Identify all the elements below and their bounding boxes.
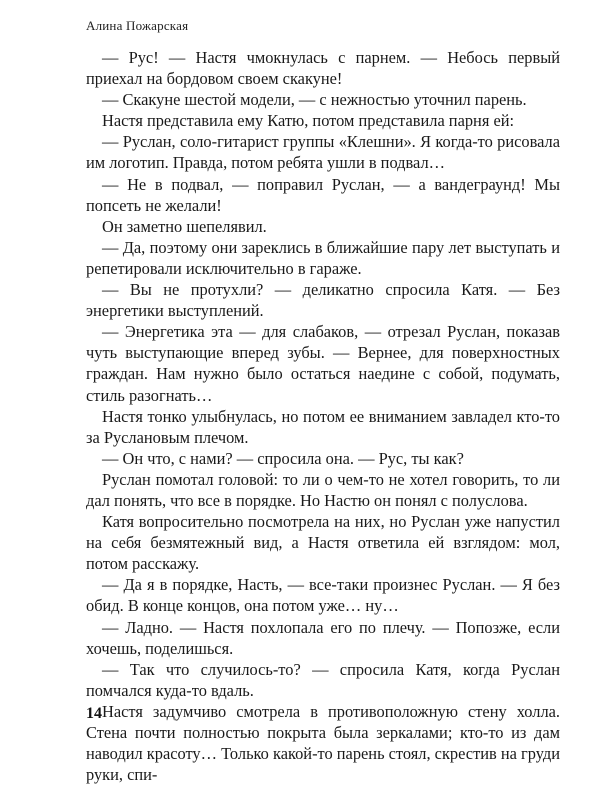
paragraph: Настя представила ему Катю, потом представила парня ей: — [102, 111, 515, 131]
paragraph: — Да я в порядке, Насть, — все-таки произнес Руслан. — Я без обид. В конце концов, она потом уже… ну… — [86, 575, 560, 616]
paragraph: — Энергетика эта — для слабаков, — отрезал Руслан, показав чуть выступающие вперед зубы. — Вернее, для поверхностных граждан. Нам нужно было остаться наедине с собой, подумать, стиль разогнать… — [86, 322, 560, 405]
paragraph: Катя вопросительно посмотрела на них, но Руслан уже напустил на себя безмятежный вид, а Настя ответила ей взглядом: мол, потом расскажу. — [86, 512, 560, 574]
page-number: 14 — [86, 705, 102, 722]
paragraph: — Вы не протухли? — деликатно спросила Катя. — Без энергетики выступлений. — [86, 280, 560, 321]
running-head-author: Алина Пожарская — [86, 18, 189, 33]
paragraph: Настя тонко улыбнулась, но потом ее вниманием завладел кто-то за Руслановым плечом. — [86, 406, 560, 447]
paragraph: — Скакуне шестой модели, — с нежностью уточнил парень. — [102, 90, 527, 110]
body-text — [86, 47, 560, 785]
paragraph: — Он что, с нами? — спросила она. — Рус, ты как? — [102, 448, 464, 468]
paragraph: — Руслан, соло-гитарист группы «Клешни». Я когда-то рисовала им логотип. Правда, потом ребята ушли в подвал… — [86, 132, 560, 173]
paragraph: Настя задумчиво смотрела в противоположную стену холла. Стена почти полностью покрыта была зеркалами; кто-то из дам наводил красоту… Только какой-то парень стоял, скрестив на груди руки, спи- — [86, 701, 560, 785]
paragraph: — Ладно. — Настя похлопала его по плечу. — Попозже, если хочешь, поделишься. — [86, 617, 560, 658]
paragraph: — Рус! — Настя чмокнулась с парнем. — Небось первый приехал на бордовом своем скакуне! — [86, 48, 560, 89]
paragraph: — Да, поэтому они зареклись в ближайшие пару лет выступать и репетировали исключительно в гараже. — [86, 237, 560, 278]
paragraph: — Так что случилось-то? — спросила Катя, когда Руслан помчался куда-то вдаль. — [86, 659, 560, 700]
paragraph: — Не в подвал, — поправил Руслан, — а вандеграунд! Мы попсеть не желали! — [86, 174, 560, 215]
paragraph: Он заметно шепелявил. — [102, 216, 267, 236]
paragraph: Руслан помотал головой: то ли о чем-то не хотел говорить, то ли дал понять, что все в порядке. Но Настю он понял с полуслова. — [86, 469, 560, 510]
